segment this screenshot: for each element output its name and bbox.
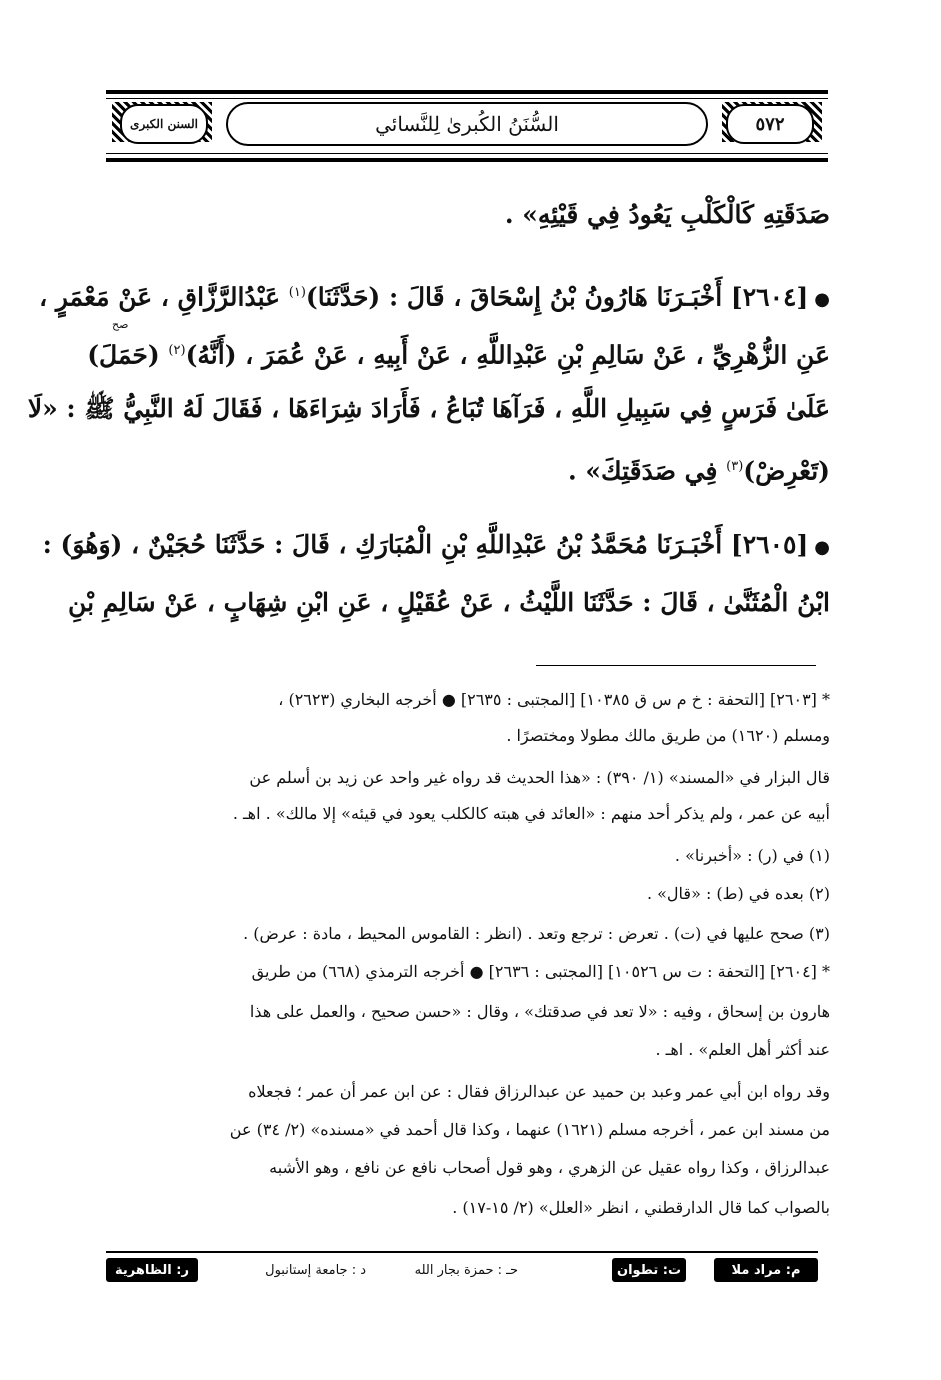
footnote-2: (٢) بعده في (ط) : «قال» . [646,884,830,903]
legend-m: م: مراد ملا [714,1258,818,1282]
hadith-2604-text-a: [٢٦٠٤] أَخْبَـرَنَا هَارُونُ بْنُ إِسْحَاقَ ، قَالَ : (حَدَّثَنَا) [305,282,809,312]
hadith-2604-l4-a: (تَعْرِضْ) [743,456,830,486]
hadith-2604-line-3: عَلَىٰ فَرَسٍ فِي سَبِيلِ اللَّهِ ، فَرَآهَا تُبَاعُ ، فَأَرَادَ شِرَاءَهَا ، فَقَالَ لَهُ النَّبِيُّ ﷺ : «لَا [27,394,830,423]
hadith-2604-line-4 [104,450,830,488]
hadith-2605-line-1 [42,528,830,565]
legend-d: د : جامعة إستانبول [265,1262,366,1278]
legend-t: ت: تطوان [612,1258,686,1282]
footnote-2604-d: وقد رواه ابن أبي عمر وعبد بن حميد عن عبدالرزاق فقال : عن ابن عمر أن عمر ؛ فجعلاه [248,1082,830,1101]
footnote-ref-2: (٢) [168,343,186,358]
bullet-icon: ● [814,537,830,558]
footnote-2603-b: ومسلم (١٦٢٠) من طريق مالك مطولا ومختصرًا . [506,726,830,745]
footnote-2604-c: عند أكثر أهل العلم» . اهـ . [655,1040,830,1059]
sahh-mark: صح [112,318,129,331]
hadith-2604-line-1 [39,276,830,317]
footnote-2604-g: بالصواب كما قال الدارقطني ، انظر «العلل» (٢/ ١٥-١٧) . [452,1198,830,1217]
hadith-2605-text: [٢٦٠٥] أَخْبَـرَنَا مُحَمَّدُ بْنُ عَبْدِاللَّهِ بْنِ الْمُبَارَكِ ، قَالَ : حَدَّثَنَا حُجَيْنٌ ، (وَهُوَ) : [42,530,809,559]
footnote-2604-b: هارون بن إسحاق ، وفيه : «لا تعد في صدقتك» ، وقال : «حسن صحيح ، والعمل على هذا [249,1002,830,1021]
footnote-2604-e: من مسند ابن عمر ، أخرجه مسلم (١٦٢١) عنهما ، وكذا قال أحمد في «مسنده» (٢/ ٣٤) عن [229,1120,830,1139]
logo-seal: السنن الكبرى [120,104,208,144]
legend-r: ر: الظاهرية [106,1258,198,1282]
main-text [27,0,830,1380]
footnote-ref-3: (٣) [726,459,744,474]
footer-rule [106,1251,818,1253]
manuscript-legend [106,1256,818,1286]
footnote-2604-a: * [٢٦٠٤] [التحفة : ت س ١٠٥٢٦] [المجتبى : ٢٦٣٦] ● أخرجه الترمذي (٦٦٨) من طريق [251,962,830,981]
footnote-2603-c: قال البزار في «المسند» (١/ ٣٩٠) : «هذا الحديث قد رواه غير واحد عن زيد بن أسلم عن [249,768,830,787]
hadith-2604-text-b: عَبْدُالرَّزَّاقِ ، عَنْ مَعْمَرٍ ، [39,282,289,312]
bullet-icon: ● [814,289,830,311]
hadith-2605-line-2: ابْنُ الْمُثَنَّىٰ ، قَالَ : حَدَّثَنَا اللَّيْثُ ، عَنْ عُقَيْلٍ ، عَنِ ابْنِ شِهَابٍ ، عَنْ سَالِمِ بْنِ [68,588,830,617]
hadith-2604-l4-c: فِي صَدَقَتِكَ» . [568,456,727,486]
footnote-1: (١) في (ر) : «أخبرنا» . [674,846,830,865]
running-title: السُّنَنُ الكُبرىٰ لِلنَّسائي [226,102,708,146]
footnote-2604-f: عبدالرزاق ، وكذا رواه عقيل عن الزهري ، وهو قول أصحاب نافع عن نافع ، وهو الأشبه [269,1158,830,1177]
page-number: ٥٧٢ [726,104,814,144]
footnote-2603-a: * [٢٦٠٣] [التحفة : خ م س ق ١٠٣٨٥] [المجتبى : ٢٦٣٥] ● أخرجه البخاري (٢٦٢٣) ، [278,690,830,709]
footnote-ref-1: (١) [288,285,306,300]
legend-h: حـ : حمزة بجار الله [414,1262,518,1278]
hadith-2604-l2-end: (حَمَلَ) [87,340,169,370]
footnote-3: (٣) صحح عليها في (ت) . تعرض : ترجع وتعد . (انظر : القاموس المحيط ، مادة : عرض) . [243,924,830,943]
text-line-1: صَدَقَتِهِ كَالْكَلْبِ يَعُودُ فِي قَيْئِهِ» . [504,200,830,229]
hadith-2604-line-2 [87,334,830,372]
hadith-2604-l2-text: عَنِ الزُّهْرِيِّ ، عَنْ سَالِمِ بْنِ عَبْدِاللَّهِ ، عَنْ أَبِيهِ ، عَنْ عُمَرَ ، (أَنَّهُ) [185,340,830,370]
footnote-separator [536,665,816,666]
footnote-2603-d: أبيه عن عمر ، ولم يذكر أحد منهم : «العائد في هبته كالكلب يعود في قيئه» إلا مالك» . اهـ . [232,804,830,823]
